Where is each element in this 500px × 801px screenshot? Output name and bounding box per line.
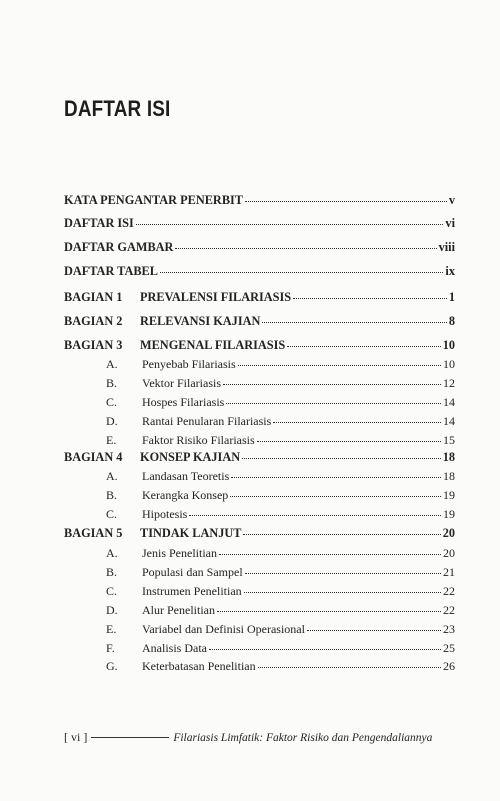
dot-leader: [243, 534, 440, 535]
chapter-title: TINDAK LANJUT: [140, 526, 242, 540]
chapter-number: BAGIAN 3: [64, 338, 123, 352]
section-letter: A.: [106, 357, 118, 371]
section-letter: E.: [106, 432, 117, 447]
section-page: 14: [443, 394, 455, 409]
dot-leader: [245, 201, 447, 202]
dot-leader: [226, 403, 441, 404]
chapter-page: 8: [448, 314, 455, 328]
section-title: Analisis Data: [142, 640, 207, 655]
section-letter: B.: [106, 564, 118, 579]
section-entry: [104, 603, 455, 617]
section-page: 19: [443, 487, 455, 502]
dot-leader: [287, 346, 441, 347]
chapter-entry: [64, 314, 455, 328]
dot-leader: [175, 248, 436, 249]
footer-rule: [91, 737, 169, 738]
section-page: 18: [443, 469, 455, 483]
dot-leader: [231, 477, 441, 478]
section-title: Penyebab Filariasis: [142, 357, 236, 371]
section-entry: [104, 546, 455, 560]
dot-leader: [219, 554, 441, 555]
chapter-entry: [64, 526, 455, 540]
section-page: 20: [443, 546, 455, 560]
section-entry: [104, 565, 455, 579]
section-title: Landasan Teoretis: [142, 469, 230, 483]
chapter-page: 18: [442, 450, 455, 464]
section-page: 14: [443, 413, 455, 428]
toc-entry: [64, 216, 455, 230]
section-title: Kerangka Konsep: [142, 487, 229, 502]
section-letter: A.: [106, 469, 118, 483]
section-entry: [104, 507, 455, 521]
dot-leader: [230, 496, 441, 497]
section-page: 12: [443, 375, 455, 390]
section-entry: [104, 357, 455, 371]
chapter-title: RELEVANSI KAJIAN: [140, 314, 261, 328]
section-letter: E.: [106, 621, 117, 636]
section-letter: C.: [106, 394, 118, 409]
dot-leader: [257, 441, 441, 442]
chapter-title: PREVALENSI FILARIASIS: [140, 290, 292, 304]
chapter-title: KONSEP KAJIAN: [140, 450, 241, 464]
chapter-entry: [64, 290, 455, 304]
section-title: Faktor Risiko Filariasis: [142, 432, 255, 447]
section-title: Hospes Filariasis: [142, 394, 225, 409]
chapter-entry: [64, 450, 455, 464]
section-letter: B.: [106, 375, 118, 390]
section-page: 26: [443, 659, 455, 674]
section-letter: F.: [106, 640, 115, 655]
section-entry: [104, 469, 455, 483]
section-title: Variabel dan Definisi Operasional: [142, 621, 305, 636]
section-letter: C.: [106, 506, 118, 521]
section-letter: G.: [106, 659, 118, 674]
section-title: Keterbatasan Penelitian: [142, 659, 256, 674]
dot-leader: [262, 322, 446, 323]
toc-entry: [64, 240, 455, 254]
section-letter: C.: [106, 583, 118, 598]
dot-leader: [160, 272, 443, 273]
dot-leader: [245, 573, 441, 574]
dot-leader: [209, 649, 441, 650]
dot-leader: [238, 365, 441, 366]
dot-leader: [273, 422, 441, 423]
section-title: Vektor Filariasis: [142, 375, 221, 390]
toc-entry-page: viii: [438, 240, 455, 254]
toc-entry-page: vi: [445, 216, 455, 230]
section-letter: D.: [106, 602, 118, 617]
toc-entry-page: ix: [445, 264, 455, 278]
section-page: 22: [443, 583, 455, 598]
section-title: Populasi dan Sampel: [142, 564, 243, 579]
chapter-entry: [64, 338, 455, 352]
section-entry: [104, 488, 455, 502]
dot-leader: [189, 515, 441, 516]
chapter-number: BAGIAN 4: [64, 450, 123, 464]
section-page: 19: [443, 506, 455, 521]
dot-leader: [217, 611, 441, 612]
chapter-page: 1: [448, 290, 455, 304]
section-entry: [104, 584, 455, 598]
section-page: 21: [443, 564, 455, 579]
toc-entry-label: DAFTAR TABEL: [64, 264, 158, 278]
footer-book-title: Filariasis Limfatik: Faktor Risiko dan Pengendaliannya: [173, 731, 433, 744]
toc-entry: [64, 264, 455, 278]
section-page: 22: [443, 602, 455, 617]
toc-entry-label: DAFTAR GAMBAR: [64, 240, 174, 254]
section-entry: [104, 433, 455, 447]
toc-entry-label: DAFTAR ISI: [64, 216, 134, 230]
section-entry: [104, 376, 455, 390]
section-title: Jenis Penelitian: [142, 546, 217, 560]
dot-leader: [136, 224, 444, 225]
chapter-page: 20: [442, 526, 455, 540]
section-page: 23: [443, 621, 455, 636]
dot-leader: [244, 592, 441, 593]
toc-entry: [64, 193, 455, 207]
footer-page-number: [ vi ]: [64, 730, 88, 744]
section-page: 15: [443, 432, 455, 447]
chapter-number: BAGIAN 5: [64, 526, 123, 540]
section-entry: [104, 641, 455, 655]
section-title: Instrumen Penelitian: [142, 583, 242, 598]
dot-leader: [242, 458, 441, 459]
section-entry: [104, 395, 455, 409]
section-page: 10: [443, 357, 455, 371]
chapter-number: BAGIAN 1: [64, 290, 123, 304]
dot-leader: [293, 298, 447, 299]
section-title: Alur Penelitian: [142, 602, 215, 617]
section-letter: B.: [106, 487, 118, 502]
chapter-page: 10: [442, 338, 455, 352]
toc-entry-label: KATA PENGANTAR PENERBIT: [64, 193, 244, 207]
section-letter: A.: [106, 546, 118, 560]
chapter-number: BAGIAN 2: [64, 314, 123, 328]
chapter-title: MENGENAL FILARIASIS: [140, 338, 286, 352]
section-title: Hipotesis: [142, 506, 188, 521]
page-footer: [64, 730, 456, 745]
section-entry: [104, 414, 455, 428]
section-entry: [104, 659, 455, 673]
toc-entry-page: v: [448, 193, 455, 207]
page-title: DAFTAR ISI: [64, 96, 171, 121]
section-letter: D.: [106, 413, 118, 428]
dot-leader: [307, 630, 441, 631]
section-entry: [104, 622, 455, 636]
section-page: 25: [443, 640, 455, 655]
section-title: Rantai Penularan Filariasis: [142, 413, 272, 428]
dot-leader: [223, 384, 441, 385]
dot-leader: [258, 667, 441, 668]
